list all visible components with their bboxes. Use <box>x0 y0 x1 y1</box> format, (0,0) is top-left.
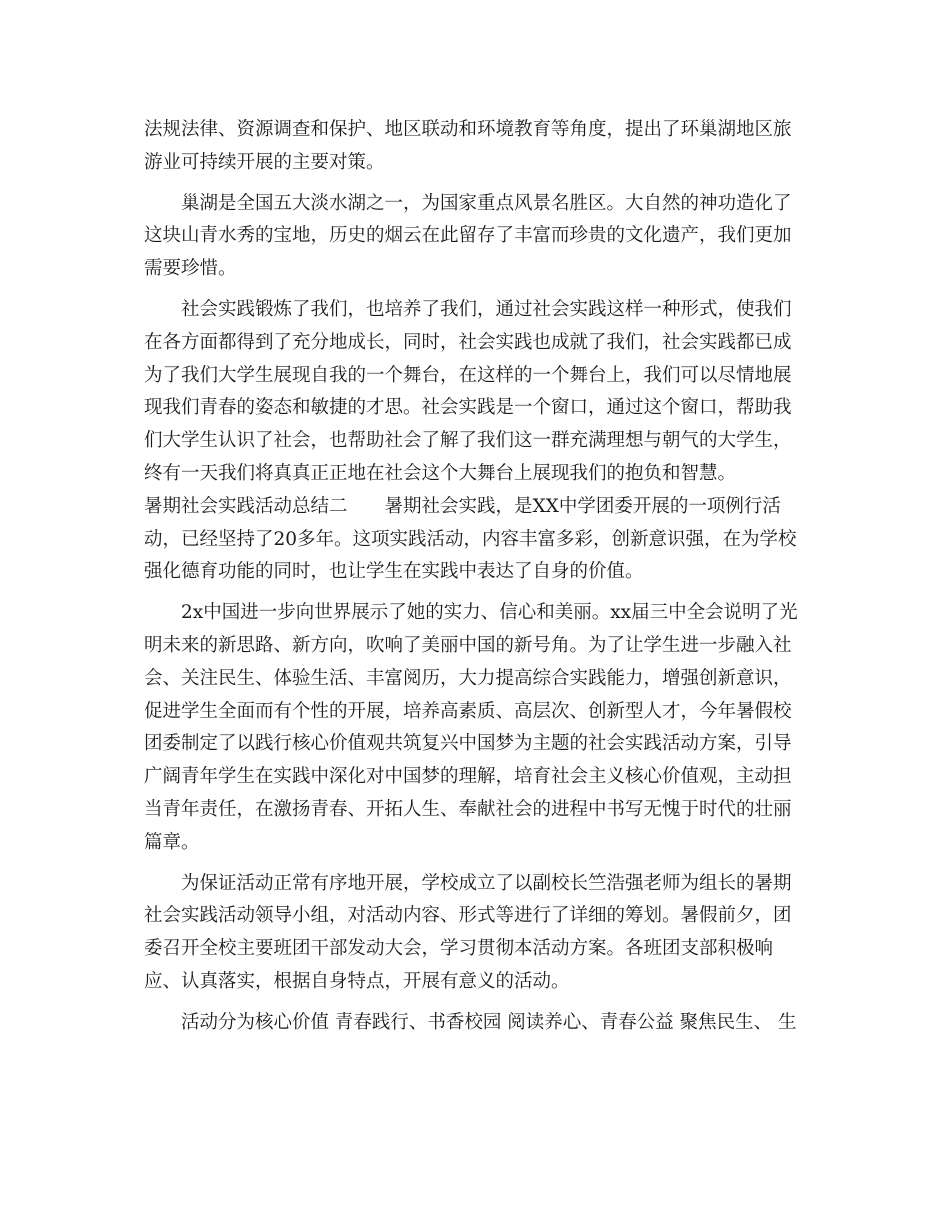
text-line: 为了我们大学生展现自我的一个舞台，在这样的一个舞台上，我们可以尽情地展 <box>144 364 792 386</box>
text-line: 社会实践活动领导小组，对活动内容、形式等进行了详细的筹划。暑假前夕，团 <box>144 905 792 927</box>
text-line: 法规法律、资源调查和保护、地区联动和环境教育等角度，提出了环巢湖地区旅 <box>144 119 792 140</box>
paragraph-start-line: 2x中国进一步向世界展示了她的实力、信心和美丽。xx届三中全会说明了光 <box>181 602 798 624</box>
text-line: 终有一天我们将真真正正地在社会这个大舞台上展现我们的抱负和智慧。 <box>144 462 737 484</box>
document-body <box>144 114 814 1040</box>
text-line: 强化德育功能的同时，也让学生在实践中表达了自身的价值。 <box>144 561 644 583</box>
text-line: 在各方面都得到了充分地成长，同时，社会实践也成就了我们，社会实践都已成 <box>144 331 792 353</box>
paragraph-start-line: 活动分为核心价值 青春践行、书香校园 阅读养心、青春公益 聚焦民生、 生 <box>181 1011 797 1033</box>
text-line: 委召开全校主要班团干部发动大会，学习贯彻本活动方案。各班团支部积极响 <box>144 938 774 960</box>
section-heading-line: 暑期社会实践活动总结二 暑期社会实践，是XX中学团委开展的一项例行活 <box>144 495 781 517</box>
text-line: 促进学生全面而有个性的开展，培养高素质、高层次、创新型人才，今年暑假校 <box>144 700 792 722</box>
text-line: 们大学生认识了社会，也帮助社会了解了我们这一群充满理想与朝气的大学生， <box>144 430 792 452</box>
text-line: 游业可持续开展的主要对策。 <box>144 151 385 173</box>
text-line: 广阔青年学生在实践中深化对中国梦的理解，培育社会主义核心价值观，主动担 <box>144 766 792 788</box>
text-line: 现我们青春的姿态和敏捷的才思。社会实践是一个窗口，通过这个窗口，帮助我 <box>144 397 792 419</box>
text-line: 明未来的新思路、新方向，吹响了美丽中国的新号角。为了让学生进一步融入社 <box>144 634 792 656</box>
paragraph-start-line: 巢湖是全国五大淡水湖之一，为国家重点风景名胜区。大自然的神功造化了 <box>181 192 792 214</box>
text-line: 这块山青水秀的宝地，历史的烟云在此留存了丰富而珍贵的文化遗产，我们更加 <box>144 225 792 247</box>
text-line: 当青年责任，在激扬青春、开拓人生、奉献社会的进程中书写无愧于时代的壮丽 <box>144 798 792 820</box>
text-line: 篇章。 <box>144 831 200 853</box>
text-line: 需要珍惜。 <box>144 258 237 280</box>
text-line: 会、关注民生、体验生活、丰富阅历，大力提高综合实践能力，增强创新意识， <box>144 667 792 689</box>
text-line: 动，已经坚持了20多年。这项实践活动，内容丰富多彩，创新意识强，在为学校 <box>144 528 797 550</box>
paragraph-start-line: 社会实践锻炼了我们，也培养了我们，通过社会实践这样一种形式，使我们 <box>181 298 792 320</box>
text-line: 应、认真落实，根据自身特点，开展有意义的活动。 <box>144 970 570 992</box>
paragraph-start-line: 为保证活动正常有序地开展，学校成立了以副校长竺浩强老师为组长的暑期 <box>181 872 792 894</box>
text-line: 团委制定了以践行核心价值观共筑复兴中国梦为主题的社会实践活动方案，引导 <box>144 733 792 755</box>
